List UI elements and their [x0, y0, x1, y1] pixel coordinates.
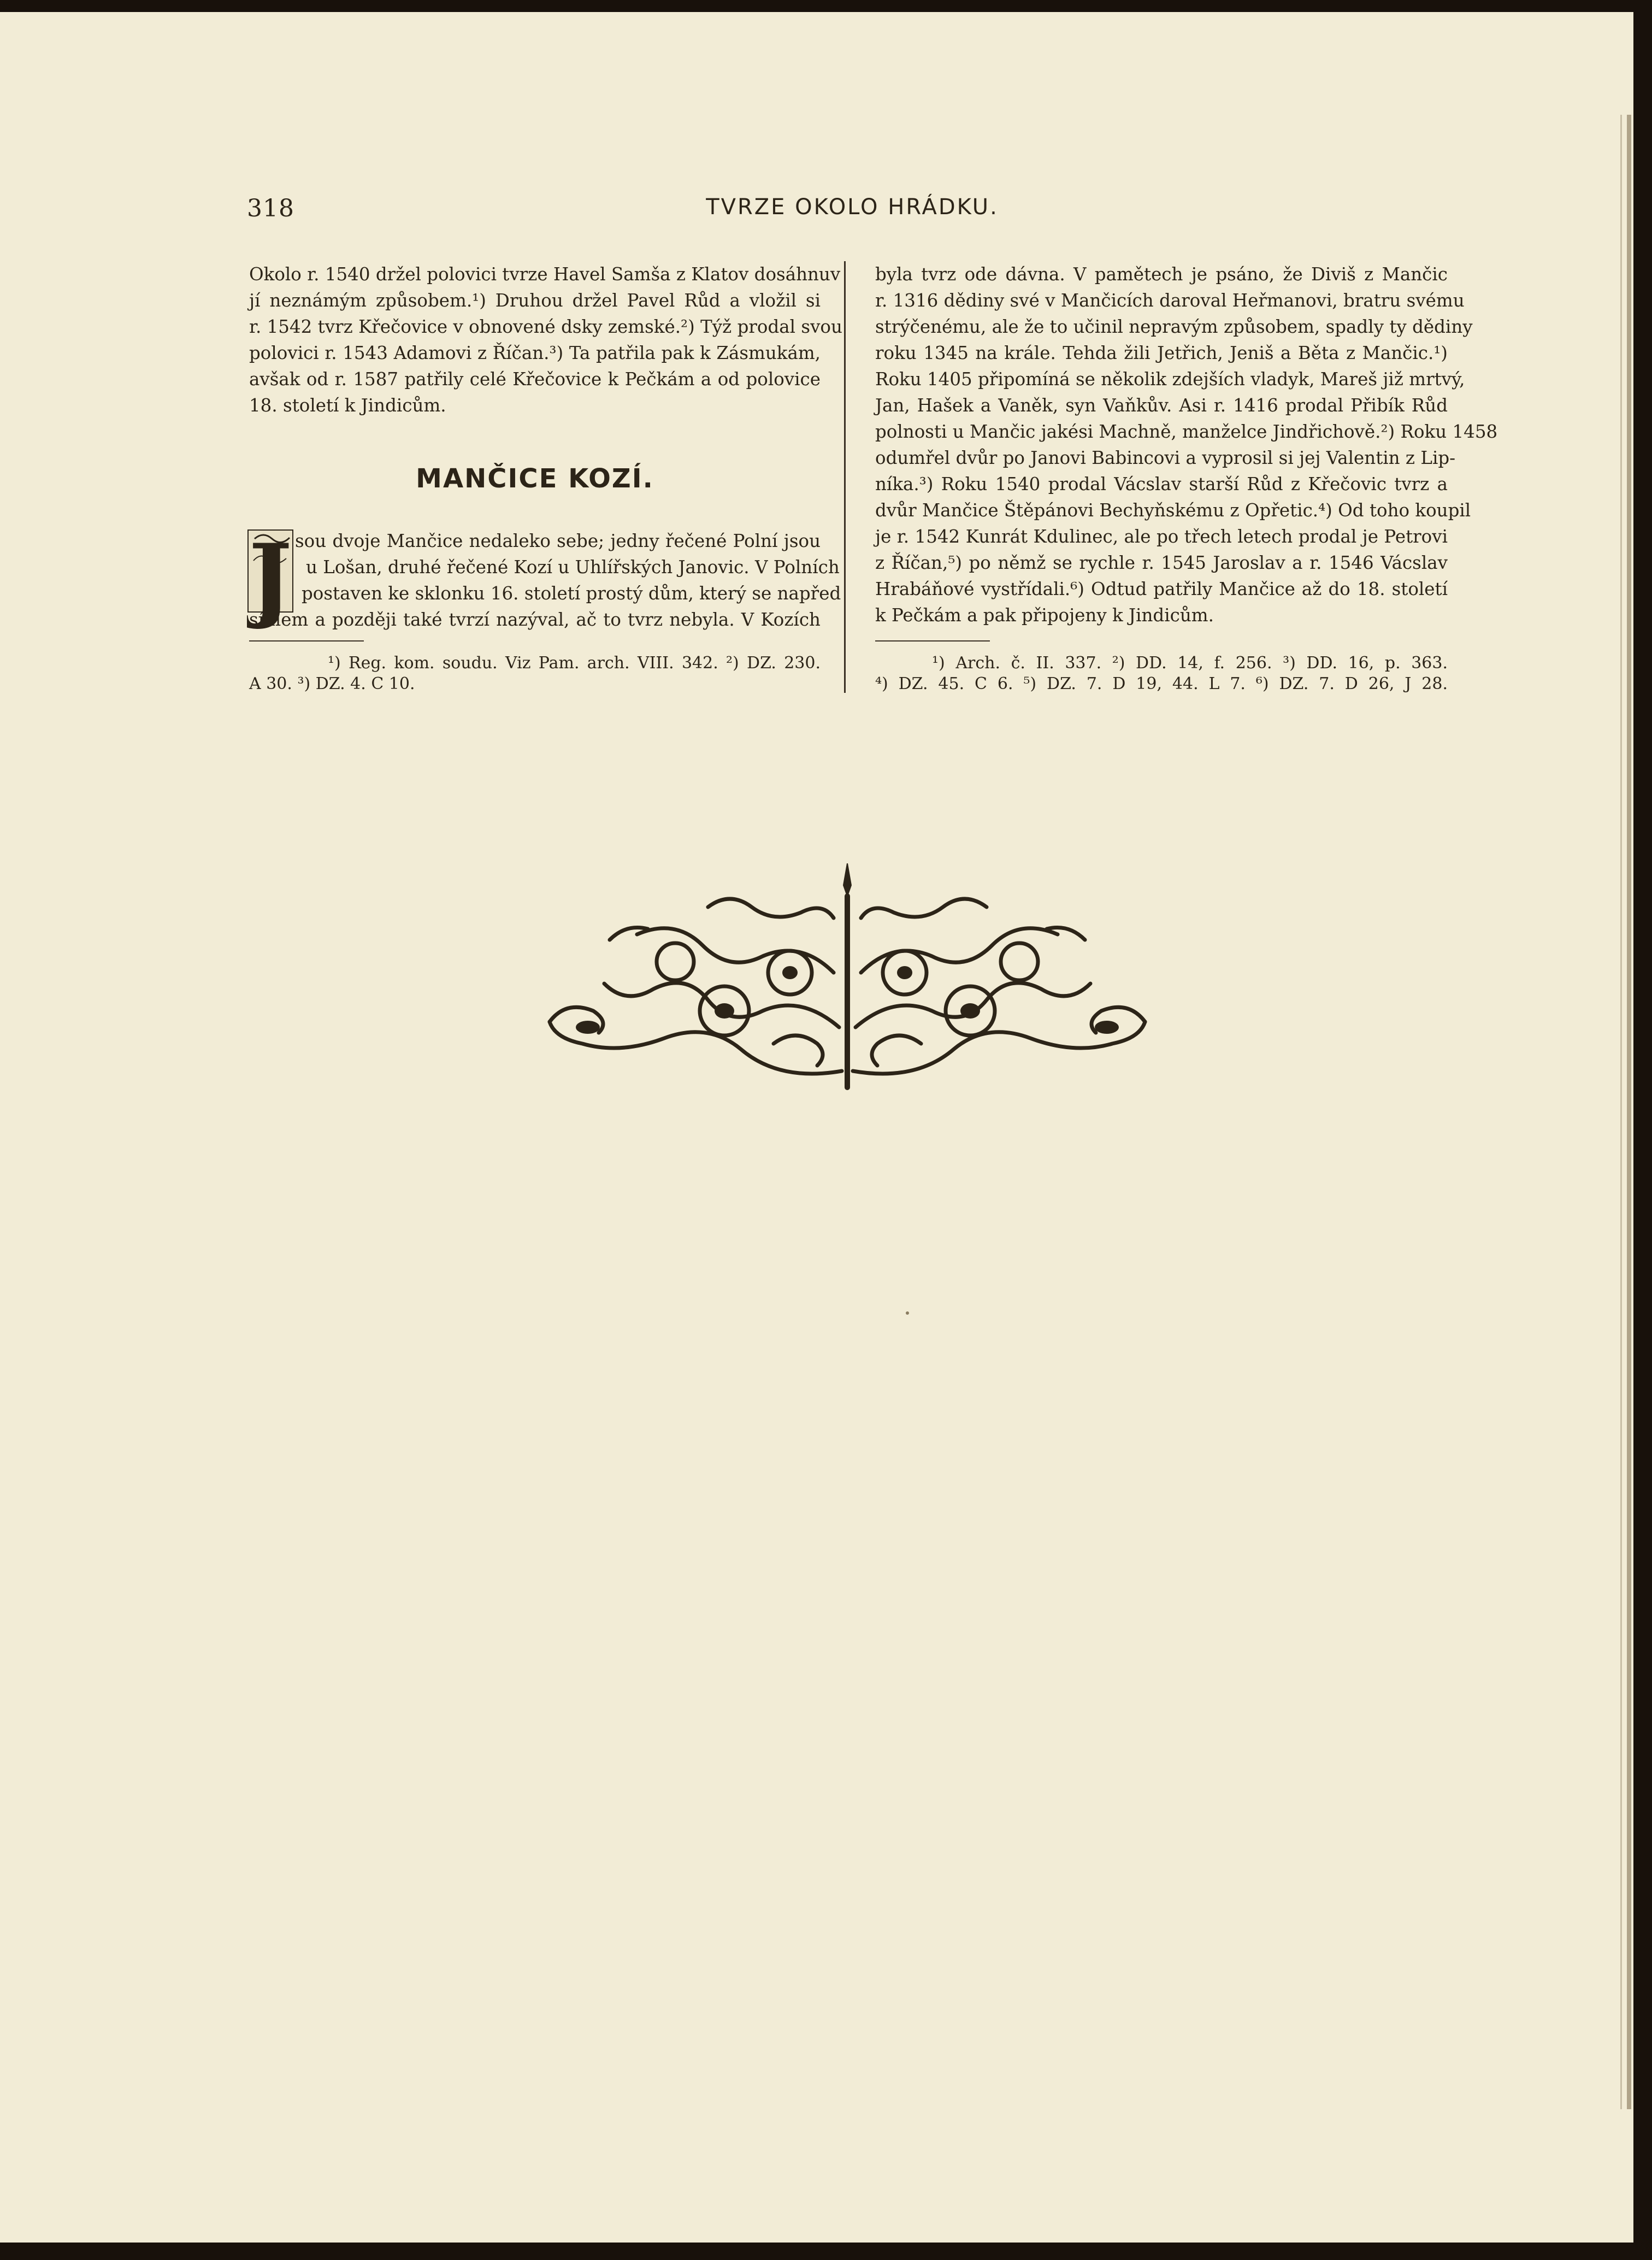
- right-line-4: roku 1345 na krále. Tehda žili Jetřich, Jeniš a Běta z Mančic.¹): [875, 343, 1448, 363]
- ornamental-vignette: [544, 863, 1150, 1092]
- right-line-14: k Pečkám a pak připojeny k Jindicům.: [875, 605, 1214, 626]
- section-line-1: sou dvoje Mančice nedaleko sebe; jedny řečené Polní jsou: [295, 531, 821, 551]
- right-line-3: strýčenému, ale že to učinil nepravým způsobem, spadly ty dědiny: [875, 316, 1473, 337]
- page-edge: [1627, 115, 1631, 2109]
- section-line-2: u Lošan, druhé řečené Kozí u Uhlířských Janovic. V Polních: [306, 557, 840, 578]
- running-title: TVRZE OKOLO HRÁDKU.: [706, 195, 999, 220]
- right-footnote-2: ⁴) DZ. 45. C 6. ⁵) DZ. 7. D 19, 44. L 7. ⁶) DZ. 7. D 26, J 28.: [875, 674, 1448, 693]
- section-line-3: postaven ke sklonku 16. století prostý dům, který se napřed: [302, 583, 841, 604]
- section-title: MANČICE KOZÍ.: [416, 463, 654, 494]
- footnote-rule-left: [249, 640, 364, 641]
- right-line-11: je r. 1542 Kunrát Kdulinec, ale po třech letech prodal je Petrovi: [875, 526, 1448, 547]
- right-line-8: odumřel dvůr po Janovi Babincovi a vyprosil si jej Valentin z Lip-: [875, 448, 1456, 468]
- left-line-2: jí neznámým způsobem.¹) Druhou držel Pavel Růd a vložil si: [249, 290, 821, 311]
- right-line-1: byla tvrz ode dávna. V pamětech je psáno, že Diviš z Mančic: [875, 264, 1448, 285]
- left-line-1: Okolo r. 1540 držel polovici tvrze Havel Samša z Klatov dosáhnuv: [249, 264, 841, 285]
- right-line-13: Hrabáňové vystřídali.⁶) Odtud patřily Mančice až do 18. století: [875, 579, 1448, 599]
- left-line-4: polovici r. 1543 Adamovi z Říčan.³) Ta patřila pak k Zásmukám,: [249, 343, 821, 363]
- right-line-9: níka.³) Roku 1540 prodal Vácslav starší Růd z Křečovic tvrz a: [875, 474, 1448, 495]
- left-footnote-1: ¹) Reg. kom. soudu. Viz Pam. arch. VIII. 342. ²) DZ. 230.: [328, 654, 821, 673]
- left-line-6: 18. století k Jindicům.: [249, 395, 446, 416]
- left-footnote-2: A 30. ³) DZ. 4. C 10.: [249, 674, 415, 693]
- column-divider: [844, 261, 846, 693]
- left-line-5: avšak od r. 1587 patřily celé Křečovice k Pečkám a od polovice: [249, 369, 821, 390]
- right-footnote-1: ¹) Arch. č. II. 337. ²) DD. 14, f. 256. ³) DD. 16, p. 363.: [932, 654, 1448, 673]
- page-number: 318: [247, 195, 294, 222]
- right-line-7: polnosti u Mančic jakési Machně, manželce Jindřichově.²) Roku 1458: [875, 421, 1498, 442]
- left-line-3: r. 1542 tvrz Křečovice v obnovené dsky zemské.²) Týž prodal svou: [249, 316, 842, 337]
- paper-speck: [906, 1311, 909, 1315]
- page-edge-inner: [1620, 115, 1622, 2109]
- drop-cap-letter: J: [249, 528, 292, 632]
- section-line-4: sídlem a později také tvrzí nazýval, ač to tvrz nebyla. V Kozích: [249, 609, 821, 630]
- footnote-rule-right: [875, 640, 990, 641]
- right-line-6: Jan, Hašek a Vaněk, syn Vaňkův. Asi r. 1416 prodal Přibík Růd: [875, 395, 1448, 416]
- right-line-12: z Říčan,⁵) po němž se rychle r. 1545 Jaroslav a r. 1546 Vácslav: [875, 552, 1448, 573]
- right-line-10: dvůr Mančice Štěpánovi Bechyňskému z Opřetic.⁴) Od toho koupil: [875, 500, 1471, 521]
- right-line-5: Roku 1405 připomíná se několik zdejších vladyk, Mareš již mrtvý,: [875, 369, 1465, 390]
- right-line-2: r. 1316 dědiny své v Mančicích daroval Heřmanovi, bratru svému: [875, 290, 1465, 311]
